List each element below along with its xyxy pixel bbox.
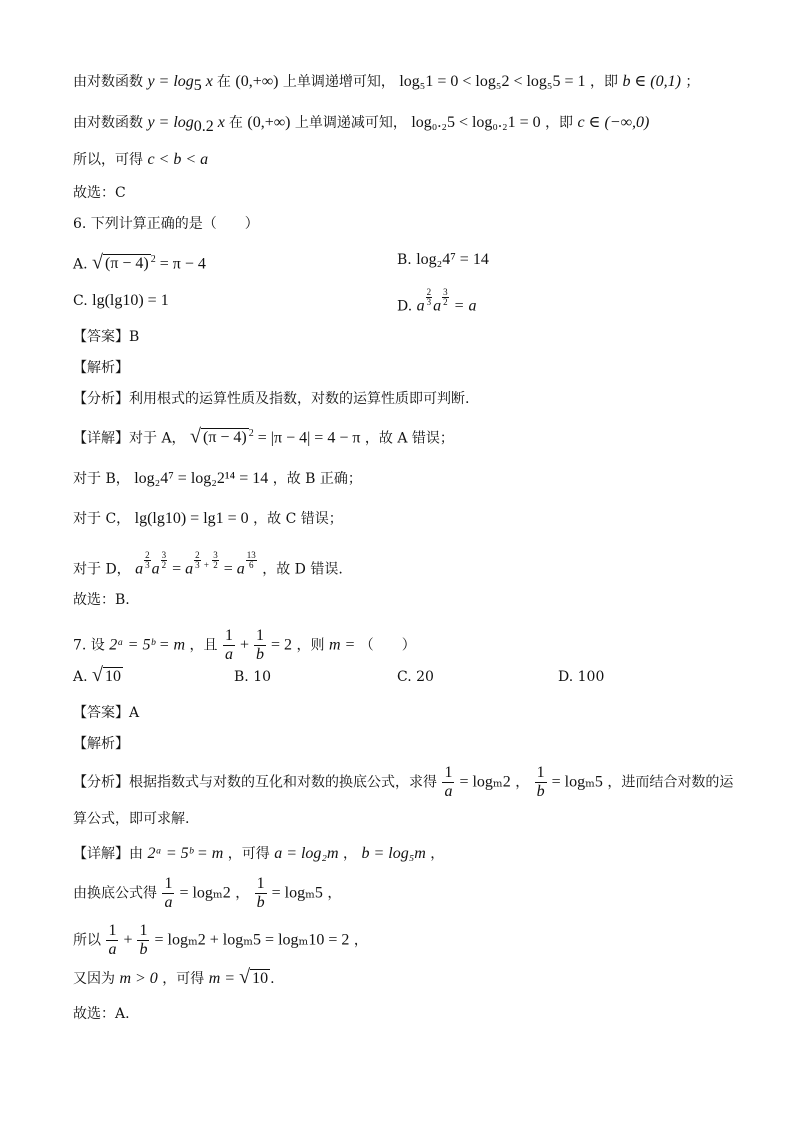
exp-frac <box>194 551 201 570</box>
question-6-title: 6. 下列计算正确的是（ ） <box>73 216 259 232</box>
text: 在 <box>228 115 243 131</box>
num: 1 <box>536 764 545 781</box>
fraction <box>254 627 266 664</box>
option-6b <box>397 250 489 270</box>
text: ， <box>327 885 342 902</box>
option-label: A. <box>73 669 88 685</box>
exp-frac <box>144 551 151 570</box>
math-expr: = logₘ5 <box>267 884 323 902</box>
den: 6 <box>249 560 254 570</box>
detail-6c <box>73 509 343 529</box>
question-7-title <box>73 627 416 664</box>
text: 【详解】由 <box>73 846 143 862</box>
math-expr: c ∈ (−∞,0) <box>577 114 650 131</box>
num: 1 <box>444 764 453 781</box>
answer-choice-c: 故选：C <box>73 185 126 201</box>
option-label: D. <box>397 298 413 315</box>
exp-frac <box>246 551 257 570</box>
radical-icon: √ <box>190 425 201 448</box>
text: ，则 <box>296 637 325 654</box>
option-7d: D. 100 <box>558 669 605 685</box>
num: 1 <box>256 875 265 892</box>
math-var: a <box>135 560 144 578</box>
text: . <box>270 971 275 987</box>
math-expr: m = <box>208 970 240 987</box>
math-expr: 2ᵃ = 5ᵇ = m <box>147 845 224 862</box>
text: 7. 设 <box>73 637 105 654</box>
option-label: C. <box>73 293 88 309</box>
fraction <box>106 922 118 959</box>
num: 2 <box>426 287 432 297</box>
text: 在 <box>216 74 231 90</box>
math-expr: = logₘ2 <box>175 884 231 902</box>
equals: = <box>168 560 186 578</box>
detail-7-line3 <box>73 922 368 959</box>
num: 13 <box>246 550 256 560</box>
den: a <box>108 941 117 958</box>
math-expr: = logₘ2 <box>455 773 511 791</box>
option-7b: B. 10 <box>234 669 272 685</box>
math-expr: log₂4⁷ = 14 <box>416 251 489 268</box>
plus: + <box>236 636 254 654</box>
math-expr: log₀.₂5 < log₀.₂1 = 0 <box>411 114 541 131</box>
choice-6: 故选：B. <box>73 592 130 608</box>
detail-6d <box>73 551 343 580</box>
detail-7-line4 <box>73 967 275 989</box>
math-sub: 0.2 <box>193 117 214 135</box>
den: a <box>444 783 453 800</box>
radicand: (π − 4) <box>105 255 149 273</box>
text: 对于 C， <box>73 511 131 527</box>
radicand: (π − 4) <box>203 429 247 447</box>
text: ， <box>343 846 357 862</box>
math-expr: b = log₅m <box>361 845 426 862</box>
num: 1 <box>108 922 117 939</box>
fraction <box>255 875 267 912</box>
text: ， <box>353 932 368 949</box>
answer-7: 【答案】A <box>73 705 140 721</box>
math-expr: c < b < a <box>147 151 209 168</box>
radical-icon: √ <box>92 664 103 686</box>
choice-7: 故选：A. <box>73 1006 130 1022</box>
den: a <box>225 646 233 663</box>
text: ； <box>685 74 700 90</box>
math-expr: b ∈ (0,1) <box>622 73 681 90</box>
radicand: 10 <box>252 970 269 987</box>
option-label: A. <box>73 256 88 273</box>
num: 3 <box>161 550 167 560</box>
math-sub: 5 <box>193 76 202 94</box>
math-expr: log₅1 = 0 < log₅2 < log₅5 = 1 <box>399 73 586 90</box>
exp-frac <box>426 288 433 307</box>
exp-frac <box>161 551 168 570</box>
sqrt-expr <box>190 424 254 448</box>
analysis-6: 【分析】利用根式的运算性质及指数，对数的运算性质即可判断. <box>73 391 470 407</box>
exp-frac <box>442 288 449 307</box>
math-fn: y = log <box>147 114 194 131</box>
math-var: a <box>236 560 245 578</box>
text: ， <box>235 885 250 902</box>
sqrt-expr <box>239 967 270 989</box>
num: 3 <box>213 550 218 560</box>
option-6a <box>73 250 206 274</box>
math-var: x <box>213 114 229 131</box>
text: ， <box>430 846 445 862</box>
exp-frac <box>212 551 219 570</box>
math-var: a <box>433 297 442 315</box>
text: 由换底公式得 <box>73 885 157 902</box>
math-expr: = |π − 4| = 4 − π <box>253 429 361 447</box>
den: b <box>256 646 265 663</box>
text: 上单调递增可知， <box>282 74 395 90</box>
fraction <box>535 764 547 801</box>
option-7c: C. 20 <box>397 669 434 685</box>
math-expr: = a <box>449 297 477 315</box>
text: 由对数函数 <box>73 115 143 131</box>
analysis-7-cont: 算公式，即可求解. <box>73 811 190 827</box>
fraction <box>137 922 149 959</box>
math-expr: = logₘ5 <box>547 773 603 791</box>
option-label: B. <box>397 252 412 268</box>
math-expr: 2ᵃ = 5ᵇ = m <box>109 636 186 654</box>
text: 对于 B， <box>73 471 130 487</box>
fraction <box>442 764 454 801</box>
option-7a <box>73 665 123 687</box>
text: ，进而结合对数的运 <box>607 774 734 791</box>
plus: + <box>201 560 212 570</box>
num: 1 <box>225 627 233 644</box>
sqrt-expr <box>92 665 123 687</box>
math-fn: y = log <box>147 73 194 90</box>
text: ，可得 <box>162 971 205 987</box>
text: 上单调递减可知， <box>294 115 407 131</box>
text: ，即 <box>589 74 618 90</box>
sqrt-expr <box>92 250 156 274</box>
text: 【详解】对于 A， <box>73 430 186 447</box>
num: 1 <box>164 875 173 892</box>
analysis-heading-6: 【解析】 <box>73 360 129 376</box>
math-var: a <box>185 560 194 578</box>
text: ，可得 <box>227 846 270 862</box>
text-line-1 <box>73 72 699 96</box>
text-line-3 <box>73 150 208 170</box>
math-expr: a = log₂m <box>274 845 339 862</box>
detail-6b <box>73 469 362 489</box>
fraction <box>223 627 235 664</box>
text: （ ） <box>359 637 416 654</box>
radicand: 10 <box>105 668 121 685</box>
den: 3 <box>195 560 200 570</box>
fraction <box>162 875 174 912</box>
detail-7-line1 <box>73 844 444 864</box>
den: 3 <box>426 297 432 307</box>
den: 2 <box>443 297 448 307</box>
math-interval: (0,+∞) <box>247 114 291 131</box>
math-var: a <box>151 560 160 578</box>
text-line-2 <box>73 113 649 137</box>
answer-6: 【答案】B <box>73 329 140 345</box>
analysis-7 <box>73 764 733 801</box>
math-var: x <box>201 73 217 90</box>
text: 由对数函数 <box>73 74 143 90</box>
radical-icon: √ <box>239 966 251 988</box>
text: ， <box>515 774 530 791</box>
math-expr: = 2 <box>267 636 293 654</box>
option-6d <box>397 288 476 317</box>
num: 1 <box>139 922 148 939</box>
den: b <box>536 783 545 800</box>
den: 2 <box>213 560 218 570</box>
num: 2 <box>145 550 150 560</box>
option-6c <box>73 291 169 311</box>
math-var: a <box>416 297 425 315</box>
analysis-heading-7: 【解析】 <box>73 736 129 752</box>
equals: = <box>219 560 237 578</box>
text: 所以，可得 <box>73 152 143 168</box>
radical-icon: √ <box>92 251 103 274</box>
den: 2 <box>161 560 167 570</box>
text: 所以 <box>73 932 101 949</box>
text: ，故 A 错误； <box>364 430 454 447</box>
detail-7-line2 <box>73 875 341 912</box>
detail-6a <box>73 424 454 448</box>
text: ，即 <box>545 115 574 131</box>
math-expr: log₂4⁷ = log₂2¹⁴ = 14 <box>134 470 269 487</box>
math-expr: lg(lg10) = lg1 = 0 <box>134 510 249 527</box>
num: 3 <box>443 287 448 297</box>
exponent: 2 <box>248 428 254 439</box>
text: 对于 D， <box>73 561 131 578</box>
math-expr: = π − 4 <box>155 255 206 273</box>
text: 又因为 <box>73 971 115 987</box>
den: b <box>256 894 265 911</box>
text: ，故 B 正确； <box>272 471 362 487</box>
den: a <box>164 894 173 911</box>
math-expr: m > 0 <box>119 970 158 987</box>
text: ，且 <box>189 637 218 654</box>
num: 1 <box>256 627 265 644</box>
plus: + <box>119 931 137 949</box>
exponent: 2 <box>150 254 156 265</box>
text: 【分析】根据指数式与对数的互化和对数的换底公式，求得 <box>73 774 437 791</box>
den: b <box>139 941 148 958</box>
math-expr: m = <box>328 636 356 654</box>
den: 3 <box>145 560 150 570</box>
math-expr: lg(lg10) = 1 <box>92 292 169 309</box>
math-interval: (0,+∞) <box>235 73 279 90</box>
text: ，故 C 错误； <box>253 511 343 527</box>
num: 2 <box>195 550 200 560</box>
text: ，故 D 错误. <box>262 561 343 578</box>
math-expr: = logₘ2 + logₘ5 = logₘ10 = 2 <box>150 931 350 949</box>
